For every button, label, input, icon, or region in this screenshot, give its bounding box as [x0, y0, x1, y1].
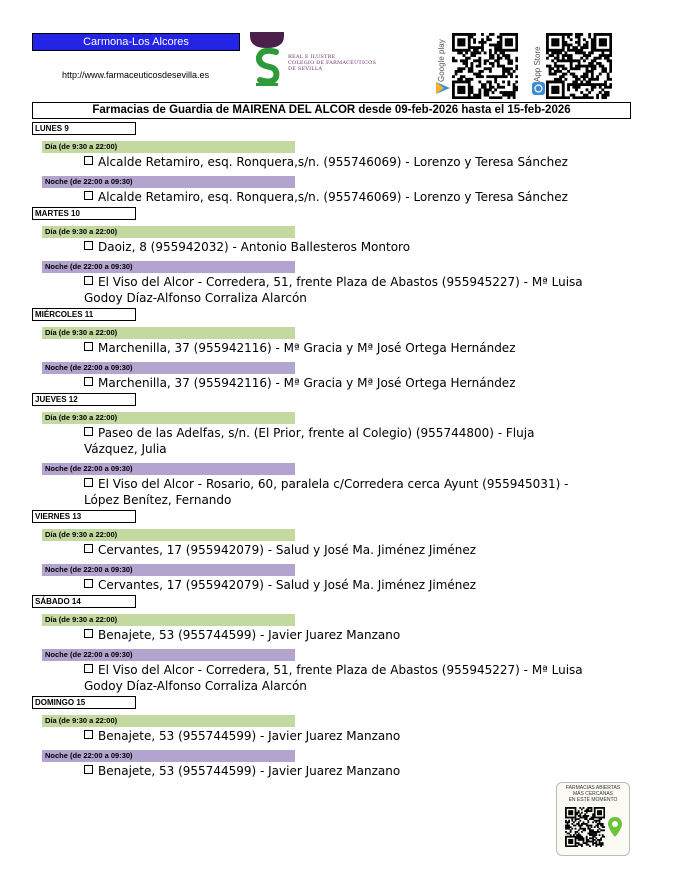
pharmacy-entry: [84, 375, 584, 391]
pharmacy-entry-text: El Viso del Alcor - Rosario, 60, paralela c/Corredera cerca Ayunt (955945031) - López Benítez, Fernando: [84, 477, 569, 507]
day-shift-label: Día (de 9:30 a 22:00): [42, 226, 295, 238]
promo-qr-code[interactable]: [565, 807, 605, 847]
checkbox-square-icon: [84, 191, 93, 200]
pharmacy-entry-text: Marchenilla, 37 (955942116) - Mª Gracia y Mª José Ortega Hernández: [98, 376, 516, 390]
pharmacy-entry: [84, 662, 584, 694]
pharmacy-entry: [84, 542, 584, 558]
night-shift-label: Noche (de 22:00 a 09:30): [42, 176, 295, 188]
checkbox-square-icon: [84, 427, 93, 436]
night-shift-label: Noche (de 22:00 a 09:30): [42, 261, 295, 273]
day-shift-label: Día (de 9:30 a 22:00): [42, 614, 295, 626]
website-link[interactable]: http://www.farmaceuticosdesevilla.es: [62, 70, 210, 80]
night-shift-label: Noche (de 22:00 a 09:30): [42, 564, 295, 576]
checkbox-square-icon: [84, 579, 93, 588]
pharmacy-entry: [84, 189, 584, 205]
checkbox-square-icon: [84, 629, 93, 638]
day-header: JUEVES 12: [32, 393, 136, 406]
pharmacy-entry: [84, 340, 584, 356]
pharmacy-entry-text: Benajete, 53 (955744599) - Javier Juarez Manzano: [98, 729, 401, 743]
google-play-label: Google play: [437, 39, 446, 82]
pharmacy-entry-text: Daoiz, 8 (955942032) - Antonio Ballesteros Montoro: [98, 240, 411, 254]
google-play-icon[interactable]: [436, 82, 450, 94]
pharmacy-entry-text: Paseo de las Adelfas, s/n. (El Prior, frente al Colegio) (955744800) - Fluja Vázquez, Julia: [84, 426, 535, 456]
checkbox-square-icon: [84, 730, 93, 739]
day-header: SÁBADO 14: [32, 595, 136, 608]
pharmacy-entry-text: Benajete, 53 (955744599) - Javier Juarez Manzano: [98, 764, 401, 778]
day-shift-label: Día (de 9:30 a 22:00): [42, 412, 295, 424]
day-shift-label: Día (de 9:30 a 22:00): [42, 715, 295, 727]
app-store-qr-code[interactable]: [546, 33, 612, 99]
day-header: MIÉRCOLES 11: [32, 308, 136, 321]
checkbox-square-icon: [84, 664, 93, 673]
pharmacy-entry-text: El Viso del Alcor - Corredera, 51, frente Plaza de Abastos (955945227) - Mª Luisa Godoy Díaz-Alfonso Corraliza Alarcón: [84, 275, 583, 305]
pharmacy-entry: [84, 239, 584, 255]
pharmacy-entry: [84, 763, 584, 779]
night-shift-label: Noche (de 22:00 a 09:30): [42, 463, 295, 475]
night-shift-label: Noche (de 22:00 a 09:30): [42, 362, 295, 374]
pharmacy-entry: [84, 274, 584, 306]
checkbox-square-icon: [84, 544, 93, 553]
checkbox-square-icon: [84, 241, 93, 250]
page-title: Farmacias de Guardia de MAIRENA DEL ALCOR desde 09-feb-2026 hasta el 15-feb-2026: [32, 102, 631, 119]
app-store-icon[interactable]: [532, 82, 545, 95]
pharmacy-entry: [84, 728, 584, 744]
pharmacy-entry-text: Cervantes, 17 (955942079) - Salud y José Ma. Jiménez Jiménez: [98, 543, 477, 557]
checkbox-square-icon: [84, 276, 93, 285]
night-shift-label: Noche (de 22:00 a 09:30): [42, 750, 295, 762]
day-header: LUNES 9: [32, 122, 136, 135]
pharmacy-entry: [84, 476, 584, 508]
region-label: Carmona-Los Alcores: [32, 33, 240, 51]
pharmacy-entry-text: Benajete, 53 (955744599) - Javier Juarez Manzano: [98, 628, 401, 642]
checkbox-square-icon: [84, 377, 93, 386]
pharmacy-entry-text: Alcalde Retamiro, esq. Ronquera,s/n. (955746069) - Lorenzo y Teresa Sánchez: [98, 190, 568, 204]
pharmacy-entry: [84, 154, 584, 170]
day-header: VIERNES 13: [32, 510, 136, 523]
day-shift-label: Día (de 9:30 a 22:00): [42, 141, 295, 153]
checkbox-square-icon: [84, 765, 93, 774]
day-header: DOMINGO 15: [32, 696, 136, 709]
nearest-pharmacies-promo[interactable]: [556, 782, 630, 856]
night-shift-label: Noche (de 22:00 a 09:30): [42, 649, 295, 661]
checkbox-square-icon: [84, 342, 93, 351]
pharmacy-entry-text: Cervantes, 17 (955942079) - Salud y José Ma. Jiménez Jiménez: [98, 578, 477, 592]
colegio-logo-text: REAL E ILUSTRE COLEGIO DE FARMACÉUTICOS DE SEVILLA: [288, 54, 377, 72]
day-header: MARTES 10: [32, 207, 136, 220]
day-shift-label: Día (de 9:30 a 22:00): [42, 327, 295, 339]
checkbox-square-icon: [84, 156, 93, 165]
app-store-label: App Store: [533, 46, 542, 82]
duty-schedule: [32, 120, 632, 779]
promo-text: FARMACIAS ABIERTAS MÁS CERCANAS EN ESTE MOMENTO: [565, 785, 621, 803]
google-play-qr-code[interactable]: [452, 33, 518, 99]
day-shift-label: Día (de 9:30 a 22:00): [42, 529, 295, 541]
checkbox-square-icon: [84, 478, 93, 487]
location-pin-icon: [608, 817, 622, 837]
pharmacy-entry: [84, 627, 584, 643]
pharmacy-entry-text: Marchenilla, 37 (955942116) - Mª Gracia y Mª José Ortega Hernández: [98, 341, 516, 355]
pharmacy-entry-text: Alcalde Retamiro, esq. Ronquera,s/n. (955746069) - Lorenzo y Teresa Sánchez: [98, 155, 568, 169]
pharmacy-entry: [84, 425, 584, 457]
pharmacy-entry-text: El Viso del Alcor - Corredera, 51, frente Plaza de Abastos (955945227) - Mª Luisa Godoy Díaz-Alfonso Corraliza Alarcón: [84, 663, 583, 693]
pharmacy-entry: [84, 577, 584, 593]
